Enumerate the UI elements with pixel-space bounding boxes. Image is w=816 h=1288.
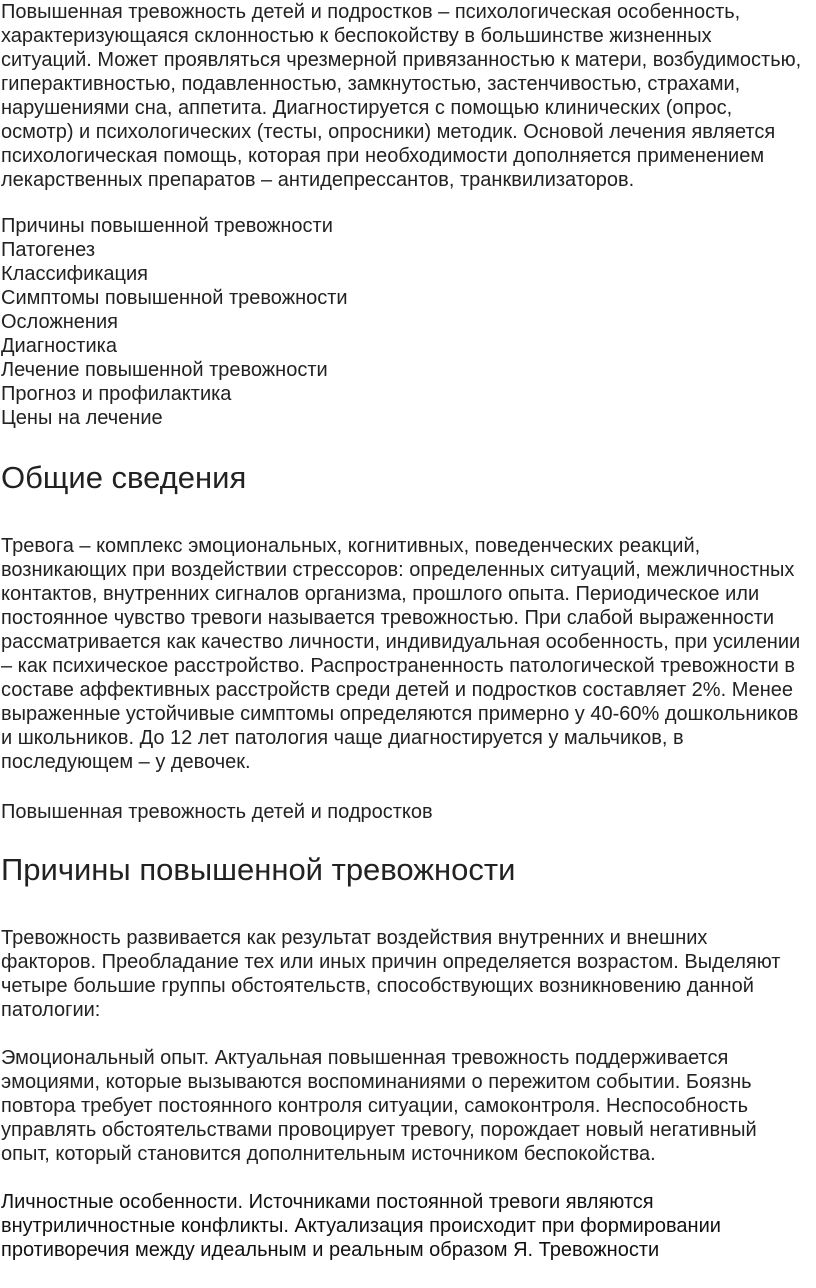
table-of-contents — [1, 214, 807, 430]
toc-item-symptoms[interactable]: Симптомы повышенной тревожности — [1, 287, 348, 309]
toc-item-complications[interactable]: Осложнения — [1, 311, 118, 333]
emotional-experience-paragraph: Эмоциональный опыт. Актуальная повышенная тревожность поддерживается эмоциями, которые вызываются воспоминаниями о пережитом событии. Боязнь повтора требует постоянного контроля ситуации, самоконтроля. Неспособность управлять обстоятельствами провоцирует тревогу, порождает новый негативный опыт, который становится дополнительным источником беспокойства. — [1, 1047, 757, 1165]
intro-paragraph: Повышенная тревожность детей и подростков – психологическая особенность, характеризующаяся склонностью к беспокойству в большинстве жизненных ситуаций. Может проявляться чрезмерной привязанностью к матери, возбудимостью, гиперактивностью, подавленностью, замкнутостью, застенчивостью, страхами, нарушениями сна, аппетита. Диагностируется с помощью клинических (опрос, осмотр) и психологических (тесты, опросники) методик. Основой лечения является психологическая помощь, которая при необходимости дополняется применением лекарственных препаратов – антидепрессантов, транквилизаторов. — [1, 1, 802, 191]
toc-item-prognosis[interactable]: Прогноз и профилактика — [1, 383, 232, 405]
causes-paragraph: Тревожность развивается как результат воздействия внутренних и внешних факторов. Преобладание тех или иных причин определяется возрастом. Выделяют четыре большие группы обстоятельств, способствующих возникновению данной патологии: — [1, 927, 781, 1021]
toc-item-diagnostics[interactable]: Диагностика — [1, 335, 117, 357]
toc-item-causes[interactable]: Причины повышенной тревожности — [1, 215, 333, 237]
personal-traits-paragraph: Личностные особенности. Источниками постоянной тревоги являются внутриличностные конфликты. Актуализация происходит при формировании противоречия между идеальным и реальным образом Я. Тревожности — [1, 1191, 721, 1261]
heading-general: Общие сведения — [1, 460, 247, 495]
toc-item-prices[interactable]: Цены на лечение — [1, 407, 163, 429]
toc-item-classification[interactable]: Классификация — [1, 263, 149, 285]
toc-item-treatment[interactable]: Лечение повышенной тревожности — [1, 359, 328, 381]
toc-item-pathogenesis[interactable]: Патогенез — [1, 239, 95, 261]
general-paragraph: Тревога – комплекс эмоциональных, когнитивных, поведенческих реакций, возникающих при воздействии стрессоров: определенных ситуаций, межличностных контактов, внутренних сигналов организма, прошлого опыта. Периодическое или постоянное чувство тревоги называется тревожностью. При слабой выраженности рассматривается как качество личности, индивидуальная особенность, при усилении – как психическое расстройство. Распространенность патологической тревожности в составе аффективных расстройств среди детей и подростков составляет 2%. Менее выраженные устойчивые симптомы определяются примерно у 40-60% дошкольников и школьников. До 12 лет патология чаще диагностируется у мальчиков, в последующем – у девочек. — [1, 535, 801, 773]
heading-causes: Причины повышенной тревожности — [1, 852, 516, 887]
image-caption: Повышенная тревожность детей и подростков — [1, 801, 433, 823]
